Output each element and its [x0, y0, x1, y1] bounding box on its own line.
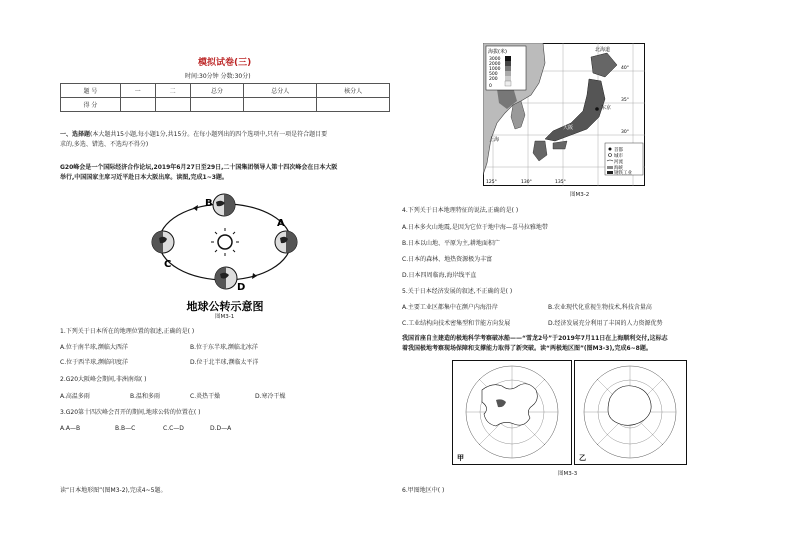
page-title: 模拟试卷(三) [198, 58, 252, 68]
question-4-stem: 4.下列关于日本地理特征的说法,正确的是( ) [402, 207, 519, 214]
option[interactable]: B.农业现代化重视生物技术,科技含量高 [548, 304, 652, 311]
orbit-diagram [140, 192, 310, 317]
section-instructions: 一、选择题(本大题共15小题,每小题1分,共15分。在每小题列出的四个选项中,只有一项是符合题目要 求的,多选、错选、不选均不得分) [60, 131, 328, 148]
option[interactable]: A.A—B [60, 425, 81, 432]
score-row-label: 得 分 [61, 98, 121, 112]
option[interactable]: C.日本的森林、地热资源极为丰富 [402, 256, 493, 263]
intro-polar: 我国首座自主建造的极地科学考察破冰船——“雪龙2号”于2019年7月11日在上海顺利交付,这标志 着我国极地考察现场保障和支撑能力取得了新突破。读“两极地区图”(图M3-3),完成6~8题。 [402, 335, 668, 352]
score-table [60, 83, 390, 112]
svg-text:河流: 河流 [614, 160, 623, 165]
option[interactable]: A.高温多雨 [60, 393, 90, 400]
sun-icon [211, 228, 239, 256]
question-2-stem: 2.G20大阪峰会期间,非洲南端( ) [60, 376, 147, 383]
option[interactable]: C.工业结构向技术密集型和节能方向发展 [402, 320, 511, 327]
option[interactable]: B.B—C [115, 425, 136, 432]
svg-text:海峡: 海峡 [614, 166, 623, 171]
option[interactable]: D.位于北半球,濒临太平洋 [190, 359, 259, 366]
svg-text:125°: 125° [486, 180, 497, 185]
option[interactable]: B.温和多雨 [130, 393, 161, 400]
score-header-cell: 总分人 [244, 84, 317, 98]
option[interactable]: A.日本多火山地震,是因为它位于地中海—喜马拉雅地带 [402, 224, 548, 231]
svg-text:钢铁工业: 钢铁工业 [614, 171, 632, 176]
question-6-stem: 6.甲图地区中( ) [402, 487, 445, 494]
svg-text:40°: 40° [621, 66, 629, 71]
earth-icon-c [152, 231, 174, 253]
option[interactable]: D.日本四周临海,海岸线平直 [402, 272, 477, 279]
svg-text:200: 200 [489, 77, 498, 82]
option[interactable]: A.位于南半球,濒临大西洋 [60, 344, 128, 351]
capital-marker-icon [595, 107, 599, 111]
earth-icon-a [275, 231, 297, 253]
svg-text:城市: 城市 [614, 154, 623, 159]
section-heading: 一、选择题 [60, 131, 91, 138]
score-header-cell: 总分 [190, 84, 244, 98]
map-symbol-legend [605, 143, 643, 176]
question-1-stem: 1.下列关于日本所在的地理位置的叙述,正确的是( ) [60, 328, 195, 335]
svg-text:135°: 135° [555, 180, 566, 185]
elevation-legend [486, 46, 526, 90]
option[interactable]: B.日本以山地、平原为主,耕地面积广 [402, 240, 500, 247]
place-label: 北海道 [595, 47, 611, 53]
figure-caption: 图M3-1 [215, 314, 235, 320]
option[interactable]: C.位于西半球,濒临印度洋 [60, 359, 129, 366]
orbit-label-a: A [277, 218, 285, 229]
option[interactable]: C.C—D [163, 425, 184, 432]
score-header-cell: 题 号 [61, 84, 121, 98]
figure-caption: 图M3-2 [570, 192, 590, 198]
option[interactable]: D.寒冷干燥 [255, 393, 286, 400]
legend-title: 海拔(米) [488, 49, 507, 55]
earth-icon-d [215, 267, 237, 289]
place-label: 大阪 [563, 125, 574, 131]
svg-text:500: 500 [489, 72, 498, 77]
svg-text:1000: 1000 [489, 67, 501, 72]
polar-map-yi [574, 360, 687, 465]
orbit-diagram-title: 地球公转示意图 [186, 300, 264, 313]
svg-text:首都: 首都 [614, 148, 623, 153]
intro-japan-map: 读“日本地形图”(图M3-2),完成4~5题。 [60, 487, 167, 494]
score-header-cell: 二 [155, 84, 190, 98]
place-label: 东京 [601, 105, 612, 111]
japan-terrain-map [483, 43, 645, 186]
option[interactable]: C.炎热干燥 [190, 393, 221, 400]
svg-text:3000: 3000 [489, 57, 501, 62]
option[interactable]: B.位于东半球,濒临北冰洋 [190, 344, 258, 351]
polar-map-jia [452, 360, 572, 465]
place-label: 上海 [489, 137, 500, 143]
svg-text:0: 0 [489, 84, 492, 89]
earth-icon-b [213, 194, 235, 216]
map-label-jia: 甲 [457, 454, 464, 462]
question-3-stem: 3.G20第十四次峰会召开的期间,地球公转的位置在( ) [60, 409, 201, 416]
orbit-label-d: D [237, 282, 246, 293]
svg-text:35°: 35° [621, 98, 629, 103]
map-label-yi: 乙 [579, 454, 586, 462]
exam-meta: 时间:30分钟 分数:30分) [185, 73, 251, 80]
svg-text:30°: 30° [621, 130, 629, 135]
svg-text:2000: 2000 [489, 62, 501, 67]
orbit-label-b: B [205, 198, 213, 209]
option[interactable]: D.D—A [210, 425, 232, 432]
score-header-cell: 核分人 [317, 84, 390, 98]
orbit-label-c: C [164, 259, 172, 270]
option[interactable]: D.经济发展充分利用了丰国的人力资源优势 [548, 320, 663, 327]
question-5-stem: 5.关于日本经济发展的叙述,不正确的是( ) [402, 288, 513, 295]
svg-text:130°: 130° [521, 180, 532, 185]
figure-caption: 图M3-3 [558, 471, 578, 477]
score-header-cell: 一 [120, 84, 155, 98]
option[interactable]: A.主要工业区都集中在濒户内海沿岸 [402, 304, 498, 311]
intro-g20: G20峰会是一个国际经济合作论坛,2019年6月27日至29日,二十国集团领导人第十四次峰会在日本大阪 举行,中国国家主席习近平赴日本大阪出席。读图,完成1~3题。 [60, 164, 338, 181]
